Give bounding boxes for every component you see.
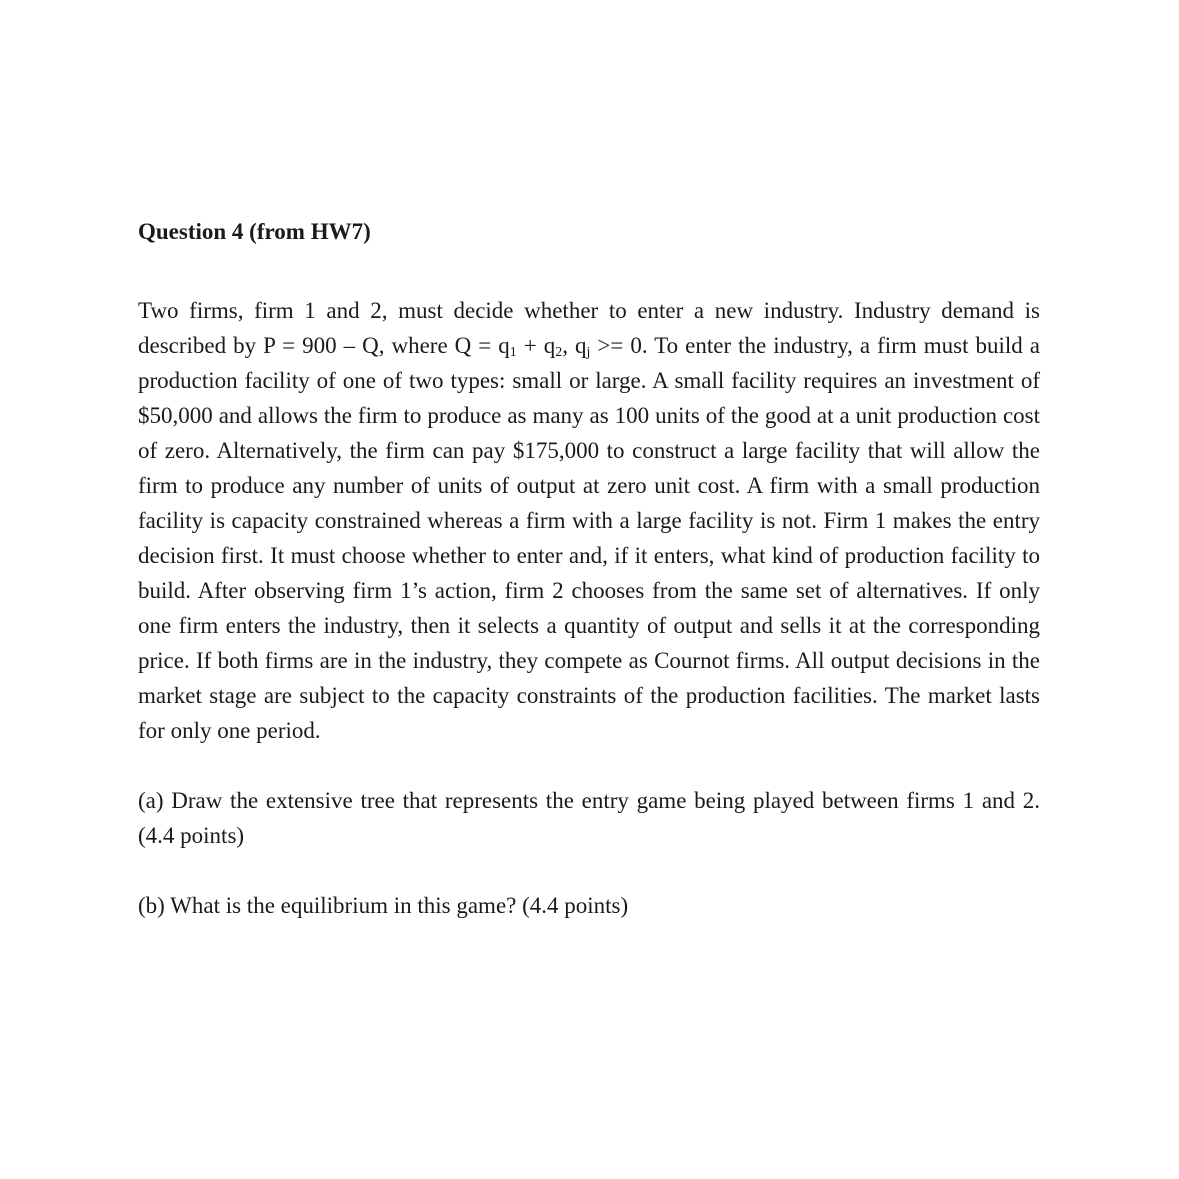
statement-text-3: , q [562, 333, 587, 358]
subscript-2: 2 [555, 345, 563, 360]
subscript-j: j [586, 345, 591, 360]
question-title: Question 4 (from HW7) [138, 219, 371, 244]
statement-text-2: + q [516, 333, 556, 358]
subscript-1: 1 [509, 345, 517, 360]
part-a-question: (a) Draw the extensive tree that represents the entry game being played between firms 1 and 2. (4.4 points) [138, 788, 1040, 848]
document-page [138, 214, 1040, 923]
statement-text-1: Two firms, firm 1 and 2, must decide whether to enter a new industry. Industry demand is described by P = 900 – Q, where Q = q [138, 298, 1040, 358]
statement-text-4: >= 0. To enter the industry, a firm must build a production facility of one of two types: small or large. A small facility requires an investment of $50,000 and allows the firm to produce as many as 100 units of the good at a unit production cost of zero. Alternatively, the firm can pay $175,000 to construct a large facility that will allow the firm to produce any number of units of output at zero unit cost. A firm with a small production facility is capacity constrained whereas a firm with a large facility is not. Firm 1 makes the entry decision first. It must choose whether to enter and, if it enters, what kind of production facility to build. After observing firm 1’s action, firm 2 chooses from the same set of alternatives. If only one firm enters the industry, then it selects a quantity of output and sells it at the corresponding price. If both firms are in the industry, they compete as Cournot firms. All output decisions in the market stage are subject to the capacity constraints of the production facilities. The market lasts for only one period. [138, 333, 1040, 743]
problem-statement [138, 293, 1040, 748]
part-b-question: (b) What is the equilibrium in this game? (4.4 points) [138, 893, 629, 918]
